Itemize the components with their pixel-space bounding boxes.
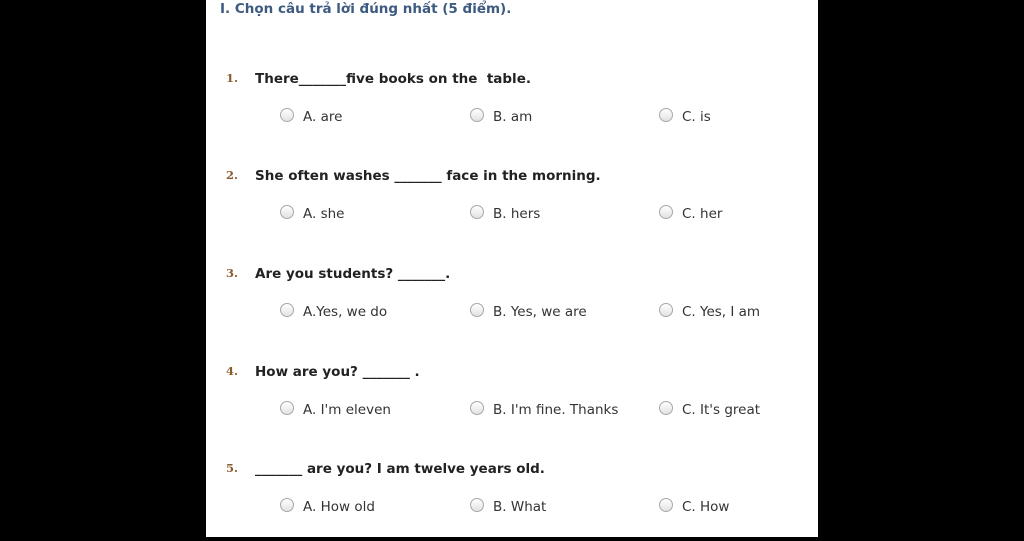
radio-button-icon[interactable] [470, 303, 484, 317]
answer-option-5a[interactable] [280, 497, 375, 517]
answer-option-5c[interactable] [659, 497, 729, 517]
radio-button-icon[interactable] [470, 498, 484, 512]
radio-button-icon[interactable] [659, 498, 673, 512]
radio-button-icon[interactable] [470, 205, 484, 219]
answer-option-1c[interactable] [659, 107, 711, 127]
radio-button-icon[interactable] [280, 498, 294, 512]
radio-button-icon[interactable] [659, 303, 673, 317]
answer-option-4c[interactable] [659, 400, 760, 420]
answer-option-3c[interactable] [659, 302, 760, 322]
option-label: A. are [303, 109, 343, 125]
question-number: 5. [226, 461, 239, 475]
radio-button-icon[interactable] [659, 401, 673, 415]
question-number: 1. [226, 71, 239, 85]
quiz-sheet [206, 0, 818, 537]
answer-option-2a[interactable] [280, 204, 344, 224]
radio-button-icon[interactable] [280, 205, 294, 219]
option-label: B. Yes, we are [493, 304, 587, 320]
section-title: I. Chọn câu trả lời đúng nhất (5 điểm). [220, 1, 512, 17]
radio-button-icon[interactable] [659, 205, 673, 219]
option-label: A. I'm eleven [303, 402, 391, 418]
question-number: 4. [226, 364, 239, 378]
option-label: A.Yes, we do [303, 304, 388, 320]
answer-option-2c[interactable] [659, 204, 722, 224]
option-label: A. she [303, 206, 345, 222]
option-label: C. is [682, 109, 711, 125]
question-text: How are you? _______ . [255, 364, 420, 380]
answer-option-1a[interactable] [280, 107, 342, 127]
answer-option-4b[interactable] [470, 400, 618, 420]
option-label: C. How [682, 499, 730, 515]
option-label: B. am [493, 109, 533, 125]
option-label: B. hers [493, 206, 541, 222]
answer-option-3a[interactable] [280, 302, 387, 322]
radio-button-icon[interactable] [470, 401, 484, 415]
question-3 [206, 266, 818, 346]
answer-option-2b[interactable] [470, 204, 540, 224]
question-text: There_______five books on the table. [255, 71, 531, 87]
question-number: 2. [226, 168, 239, 182]
option-label: B. What [493, 499, 547, 515]
answer-option-1b[interactable] [470, 107, 532, 127]
radio-button-icon[interactable] [280, 401, 294, 415]
option-label: C. It's great [682, 402, 761, 418]
answer-option-4a[interactable] [280, 400, 391, 420]
question-text: Are you students? _______. [255, 266, 451, 282]
option-label: C. Yes, I am [682, 304, 761, 320]
radio-button-icon[interactable] [470, 108, 484, 122]
question-4 [206, 364, 818, 444]
question-text: She often washes _______ face in the morning. [255, 168, 601, 184]
question-text: _______ are you? I am twelve years old. [255, 461, 545, 477]
question-number: 3. [226, 266, 239, 280]
answer-option-5b[interactable] [470, 497, 546, 517]
question-5 [206, 461, 818, 541]
answer-option-3b[interactable] [470, 302, 587, 322]
option-label: A. How old [303, 499, 375, 515]
radio-button-icon[interactable] [659, 108, 673, 122]
question-1 [206, 71, 818, 151]
radio-button-icon[interactable] [280, 303, 294, 317]
radio-button-icon[interactable] [280, 108, 294, 122]
question-2 [206, 168, 818, 248]
option-label: B. I'm fine. Thanks [493, 402, 619, 418]
option-label: C. her [682, 206, 723, 222]
